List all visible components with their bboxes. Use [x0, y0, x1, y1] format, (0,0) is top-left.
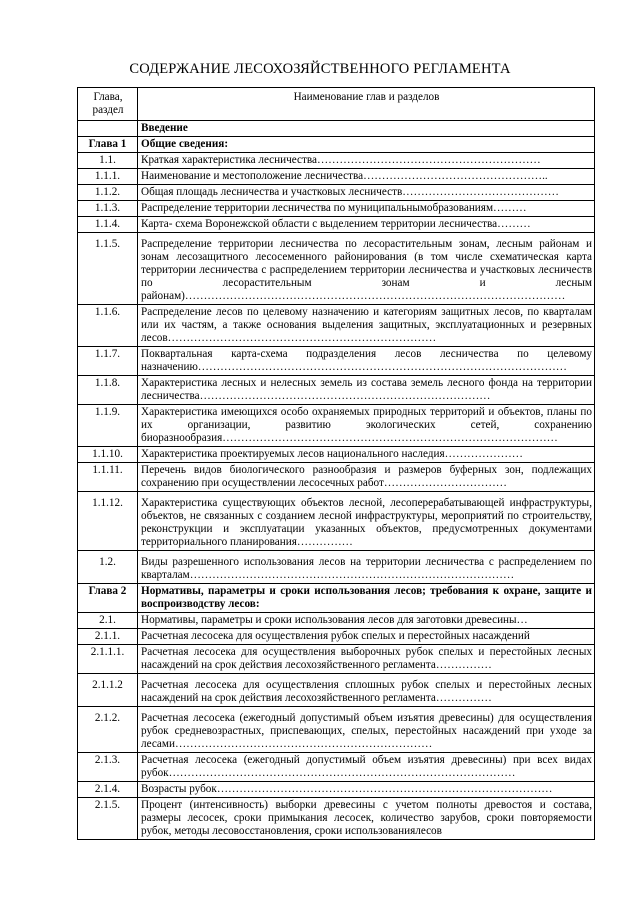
- section-number: 1.1.3.: [78, 201, 138, 217]
- toc-row: [78, 753, 595, 782]
- toc-row: [78, 153, 595, 169]
- header-section-number: Глава, раздел: [78, 88, 138, 121]
- toc-row: [78, 137, 595, 153]
- section-number: 2.1.: [78, 613, 138, 629]
- toc-row: [78, 463, 595, 492]
- toc-row: [78, 613, 595, 629]
- section-title: Наименование и местоположение лесничества…………………………………………..: [138, 169, 595, 185]
- toc-row: [78, 645, 595, 674]
- table-header-row: [78, 88, 595, 121]
- section-number: 2.1.5.: [78, 798, 138, 840]
- toc-row: [78, 305, 595, 347]
- toc-row: [78, 169, 595, 185]
- section-number: 1.1.11.: [78, 463, 138, 492]
- section-number: 1.1.: [78, 153, 138, 169]
- section-title: Расчетная лесосека (ежегодный допустимый объем изъятия древесины) при всех видах рубок…………………………………………………………………………………: [138, 753, 595, 782]
- page-title: СОДЕРЖАНИЕ ЛЕСОХОЗЯЙСТВЕННОГО РЕГЛАМЕНТА: [129, 61, 511, 77]
- section-title: Общие сведения:: [138, 137, 595, 153]
- toc-row: [78, 347, 595, 376]
- section-title: Поквартальная карта-схема подразделения лесов лесничества по целевому назначению………………………………………………………………………………………: [138, 347, 595, 376]
- section-number: Глава 1: [78, 137, 138, 153]
- toc-row: [78, 217, 595, 233]
- toc-row: [78, 798, 595, 840]
- section-number: 1.1.9.: [78, 405, 138, 447]
- section-title: Расчетная лесосека для осуществления сплошных рубок спелых и перестойных лесных насаждений на срок действия лесохозяйственного регламента……………: [138, 674, 595, 707]
- section-title: Характеристика имеющихся особо охраняемых природных территорий и объектов, планы по их организации, развитию экологических сетей, сохранению биоразнообразия………………………………………………………………………………: [138, 405, 595, 447]
- section-title: Расчетная лесосека для осуществления выборочных рубок спелых и перестойных лесных насаждений на срок действия лесохозяйственного регламента……………: [138, 645, 595, 674]
- contents-table: [77, 87, 595, 840]
- section-title: Характеристика существующих объектов лесной, лесоперерабатывающей инфраструктуры, объектов, не связанных с созданием лесной инфраструктуры, мероприятий по строительству, реконструкции и эксплуатации указанных объектов, предусмотренных документами территориального планирования……………: [138, 492, 595, 551]
- section-number: 1.1.4.: [78, 217, 138, 233]
- section-number: 1.1.12.: [78, 492, 138, 551]
- header-section-name: Наименование глав и разделов: [138, 88, 595, 121]
- section-number: 2.1.4.: [78, 782, 138, 798]
- toc-row: [78, 629, 595, 645]
- section-title: Нормативы, параметры и сроки использования лесов; требования к охране, защите и воспроизводству лесов:: [138, 584, 595, 613]
- section-title: Карта- схема Воронежской области с выделением территории лесничества………: [138, 217, 595, 233]
- section-number: 1.1.1.: [78, 169, 138, 185]
- section-title: Распределение территории лесничества по лесорастительным зонам, лесным районам и зонам лесозащитного лесосеменного районирования (в том числе схематическая карта территории лесничества с распределением территории лесничества и участковых лесничеств по лесорастительным зонам и лесным районам)…………………………………………………………………………………………: [138, 233, 595, 305]
- section-number: 2.1.3.: [78, 753, 138, 782]
- toc-row: [78, 492, 595, 551]
- section-number: 2.1.1.1.: [78, 645, 138, 674]
- toc-row: [78, 782, 595, 798]
- toc-row: [78, 447, 595, 463]
- section-title: Введение: [138, 121, 595, 137]
- toc-row: [78, 707, 595, 753]
- section-number: 1.1.8.: [78, 376, 138, 405]
- section-number: 2.1.1.: [78, 629, 138, 645]
- section-number: 1.2.: [78, 551, 138, 584]
- toc-row: [78, 233, 595, 305]
- toc-row: [78, 201, 595, 217]
- section-title: Возрасты рубок………………………………………………………………………………: [138, 782, 595, 798]
- section-number: 1.1.10.: [78, 447, 138, 463]
- section-number: 2.1.1.2: [78, 674, 138, 707]
- section-title: Характеристика лесных и нелесных земель из состава земель лесного фонда на территории лесничества……………………………………………………………………: [138, 376, 595, 405]
- section-number: 1.1.5.: [78, 233, 138, 305]
- section-title: Характеристика проектируемых лесов национального наследия…………………: [138, 447, 595, 463]
- section-title: Нормативы, параметры и сроки использования лесов для заготовки древесины…: [138, 613, 595, 629]
- section-title: Виды разрешенного использования лесов на территории лесничества с распределением по кварталам……………………………………………………………………………: [138, 551, 595, 584]
- section-number: 1.1.6.: [78, 305, 138, 347]
- section-title: Общая площадь лесничества и участковых лесничеств……………………………………: [138, 185, 595, 201]
- toc-row: [78, 551, 595, 584]
- section-number: 2.1.2.: [78, 707, 138, 753]
- toc-row: [78, 376, 595, 405]
- toc-row: [78, 121, 595, 137]
- section-title: Краткая характеристика лесничества……………………………………………………: [138, 153, 595, 169]
- section-number: 1.1.2.: [78, 185, 138, 201]
- section-title: Распределение лесов по целевому назначению и категориям защитных лесов, по кварталам или их частям, а также основания выделения защитных, эксплуатационных и резервных лесов………………………………………………………………: [138, 305, 595, 347]
- section-title: Расчетная лесосека для осуществления рубок спелых и перестойных насаждений: [138, 629, 595, 645]
- toc-row: [78, 674, 595, 707]
- section-title: Перечень видов биологического разнообразия и размеров буферных зон, подлежащих сохранению при осуществлении лесосечных работ……………………………: [138, 463, 595, 492]
- toc-row: [78, 405, 595, 447]
- section-title: Распределение территории лесничества по муниципальнымобразованиям………: [138, 201, 595, 217]
- section-title: Расчетная лесосека (ежегодный допустимый объем изъятия древесины) для осуществления рубок средневозрастных, приспевающих, спелых, перестойных насаждений при уходе за лесами……………………………………………………………: [138, 707, 595, 753]
- section-number: 1.1.7.: [78, 347, 138, 376]
- section-title: Процент (интенсивность) выборки древесины с учетом полноты древостоя и состава, размеры лесосек, сроки примыкания лесосек, количество зарубов, сроки повторяемости рубок, методы лесовосстановления, сроки использованиялесов: [138, 798, 595, 840]
- toc-row: [78, 584, 595, 613]
- section-number: Глава 2: [78, 584, 138, 613]
- toc-row: [78, 185, 595, 201]
- section-number: [78, 121, 138, 137]
